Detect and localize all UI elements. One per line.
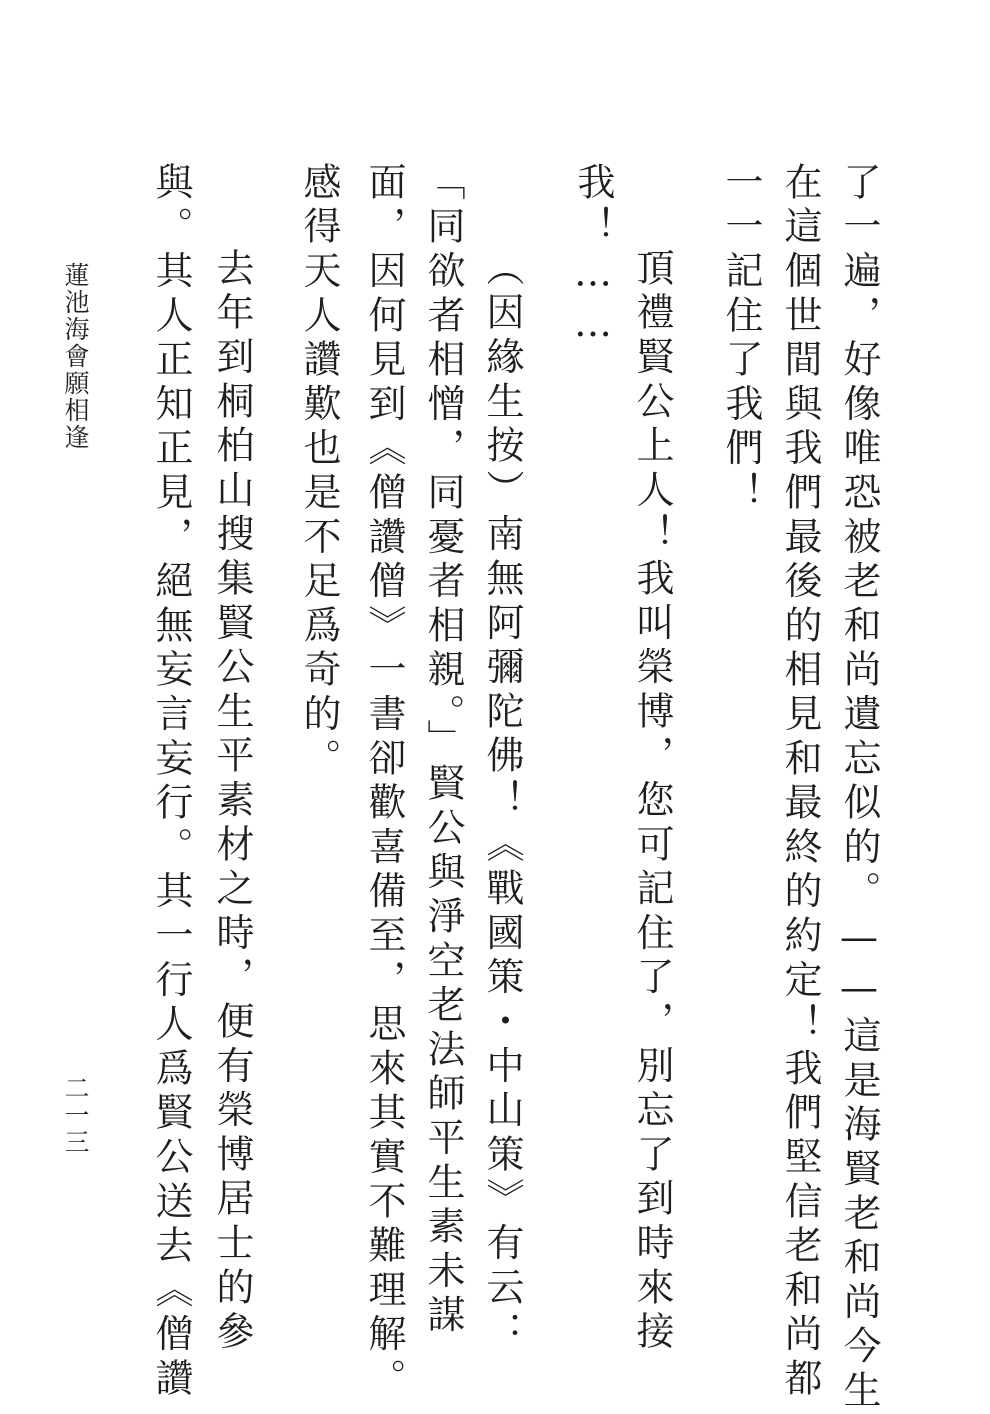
page-number: 二一三 [61,1075,90,1156]
text-column-3: 一一記住了我們！ [719,162,763,517]
text-column-1: 了一遍，好像唯恐被老和尚遺忘似的。——這是海賢老和尚今生 [837,162,881,1414]
text-column-9: 感得天人讚歎也是不足爲奇的。 [297,162,341,783]
text-column-2: 在這個世間與我們最後的相見和最終的約定！我們堅信老和尚都 [778,162,822,1403]
text-column-6: （因緣生按）南無阿彌陀佛！《戰國策・中山策》有云： [480,248,524,1356]
text-column-7: 「同欲者相憎，同憂者相親。」賢公與淨空老法師平生素未謀 [421,162,465,1340]
running-header-title: 蓮池海會願相逢 [61,262,90,451]
text-column-10: 去年到桐柏山搜集賢公生平素材之時，便有榮博居士的參 [210,248,254,1356]
text-column-5: 我！…… [571,162,615,352]
text-column-11: 與。其人正知正見，絕無妄言妄行。其一行人爲賢公送去《僧讚 [149,162,193,1403]
text-column-8: 面，因何見到《僧讚僧》一書卻歡喜備至，思來其實不難理解。 [362,162,406,1403]
text-column-4: 頂禮賢公上人！我叫榮博，您可記住了，別忘了到時來接 [630,248,674,1356]
